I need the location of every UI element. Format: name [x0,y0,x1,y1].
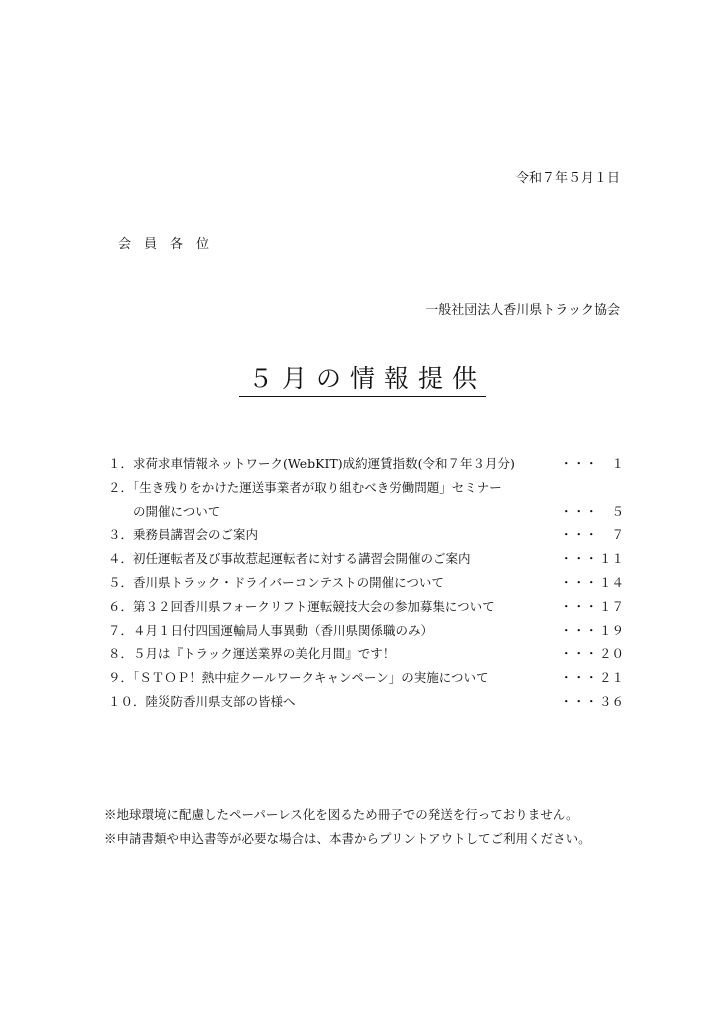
footnotes [104,803,591,851]
toc-item [108,619,624,643]
document-title-wrap [0,366,725,397]
toc-item-leader: ・・・ [560,551,598,567]
toc-item-page: １ [611,456,624,471]
toc-item-text: ５．香川県トラック・ドライバーコンテストの開催について [108,574,444,590]
document-title: ５月の情報提供 [239,366,486,397]
toc-item-page: １４ [598,574,624,590]
toc-item-page: １７ [598,598,624,614]
issue-date: 令和７年５月１日 [515,171,620,186]
toc-item-page: ２１ [598,670,624,686]
toc-item-leader: ・・・ [560,503,598,519]
toc-item-text: ４．初任運転者及び事故惹起運転者に対する講習会開催のご案内 [108,551,471,567]
toc-item [108,571,624,595]
toc-item [108,642,624,666]
toc-item-page: ３６ [598,693,624,709]
toc-item-leader: ・・・ [560,622,598,638]
toc-item [108,452,624,476]
toc-item [108,595,624,619]
table-of-contents [108,452,624,714]
toc-item-page: ７ [611,527,624,543]
toc-item-leader: ・・・ [560,670,598,686]
toc-item [108,547,624,571]
toc-item-text: ８．５月は『トラック運送業界の美化月間』です！ [108,646,396,662]
toc-item [108,500,624,524]
toc-item-text: ７．４月１日付四国運輸局人事異動（香川県関係職のみ） [108,622,434,638]
toc-item-text: １．求荷求車情報ネットワーク(WebKIT)成約運賃指数(令和７年３月分) [108,456,515,471]
toc-item-text: の開催について [108,503,221,519]
toc-item-text: ２．「生き残りをかけた運送事業者が取り組むべき労働問題」セミナー [108,479,502,495]
toc-item-page: ５ [611,503,624,519]
toc-item [108,523,624,547]
toc-item-leader: ・・・ [560,646,598,662]
footnote: ※申請書類や申込書等が必要な場合は、本書からプリントアウトしてご利用ください。 [104,831,591,846]
toc-item-leader: ・・・ [560,527,598,543]
toc-item [108,476,624,500]
sender-organization: 一般社団法人香川県トラック協会 [425,303,620,318]
toc-item [108,690,624,714]
footnote: ※地球環境に配慮したペーパーレス化を図るため冊子での発送を行っておりません。 [104,807,579,822]
toc-item-leader: ・・・ [560,693,598,709]
toc-item-text: ６．第３２回香川県フォークリフト運転競技大会の参加募集について [108,598,495,614]
toc-item [108,666,624,690]
toc-item-leader: ・・・ [560,574,598,590]
toc-item-page: １１ [598,551,624,567]
toc-item-page: ２０ [598,646,624,662]
toc-item-leader: ・・・ [560,598,598,614]
toc-item-text: １０．陸災防香川県支部の皆様へ [108,693,296,709]
addressee: 会員各位 [118,237,223,252]
toc-item-text: ９．「ＳＴＯＰ！熱中症クールワークキャンペーン」の実施について [108,670,489,686]
toc-item-text: ３．乗務員講習会のご案内 [108,527,259,543]
toc-item-leader: ・・・ [560,456,598,471]
toc-item-page: １９ [598,622,624,638]
